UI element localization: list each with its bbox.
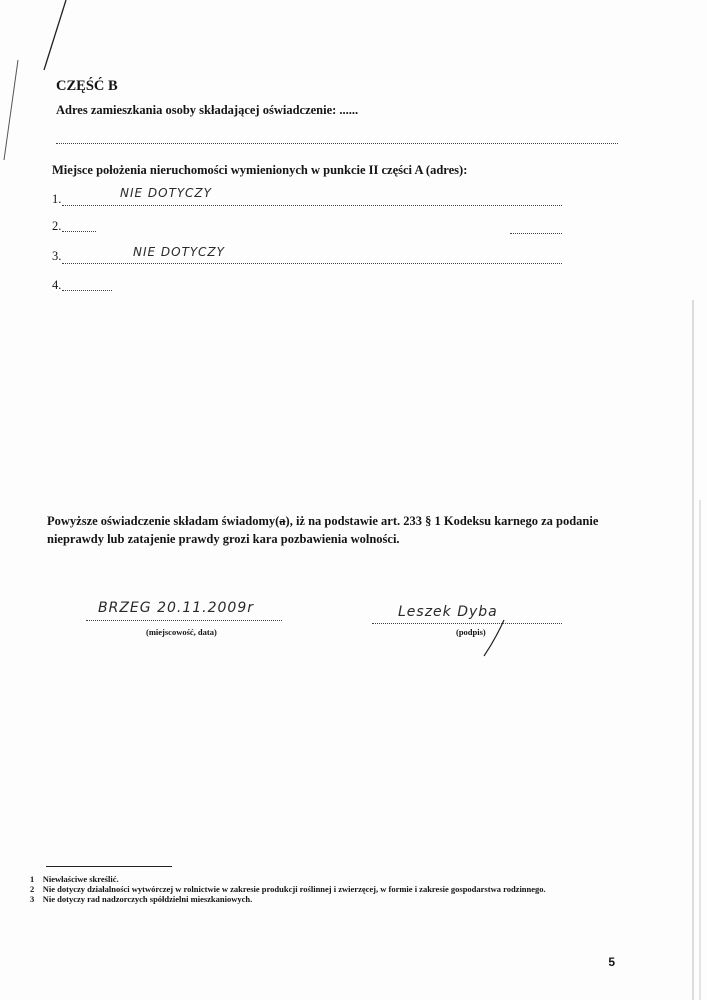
footnote-2 [30, 884, 546, 895]
footnote-2-number: 2 [30, 884, 35, 894]
footnote-1-text: Niewłaściwe skreślić. [42, 874, 119, 884]
item-3-line [62, 263, 562, 264]
declaration-struck-letter: a [279, 514, 286, 528]
address-label: Adres zamieszkania osoby składającej oświadczenie: ...... [56, 103, 359, 117]
item-4-number: 4. [52, 278, 62, 292]
place-date-handwriting: BRZEG 20.11.2009r [98, 600, 254, 616]
item-1-handwriting: NIE DOTYCZY [120, 186, 212, 200]
item-2-number: 2. [52, 219, 62, 233]
signature-line [372, 623, 562, 624]
section-title: CZĘŚĆ B [56, 78, 118, 94]
item-3-handwriting: NIE DOTYCZY [133, 245, 225, 259]
item-3-number: 3. [52, 249, 62, 263]
footnote-separator [46, 866, 172, 867]
footnote-2-text: Nie dotyczy działalności wytwórczej w rolnictwie w zakresie produkcji roślinnej i zwierzęcej, w formie i zakresie gospodarstwa rodzinnego. [42, 884, 546, 894]
place-date-caption: (miejscowość, data) [146, 627, 217, 637]
declaration-text [47, 512, 627, 548]
item-4-line [62, 290, 112, 291]
footnote-1 [30, 874, 119, 885]
page-number: 5 [608, 955, 615, 969]
footnote-3 [30, 894, 252, 905]
footnote-1-number: 1 [30, 874, 35, 884]
item-2-line-left [62, 231, 96, 232]
property-label: Miejsce położenia nieruchomości wymienionych w punkcie II części A (adres): [52, 163, 468, 177]
declaration-part2: ), iż na podstawie art. 233 § 1 Kodeksu karnego za podanie nieprawdy lub zatajenie prawdy grozi kara pozbawienia wolności. [47, 514, 599, 546]
address-dotted-line [56, 143, 618, 144]
item-1-number: 1. [52, 192, 62, 206]
place-date-line [86, 620, 282, 621]
footnote-3-number: 3 [30, 894, 35, 904]
signature-caption: (podpis) [456, 627, 486, 637]
declaration-part1: Powyższe oświadczenie składam świadomy( [47, 514, 280, 528]
footnote-3-text: Nie dotyczy rad nadzorczych spółdzielni mieszkaniowych. [42, 894, 253, 904]
signature-flourish [478, 618, 508, 658]
item-1-line [62, 205, 562, 206]
item-2-line-right [510, 233, 562, 234]
signature-handwriting: Leszek Dyba [398, 604, 498, 620]
